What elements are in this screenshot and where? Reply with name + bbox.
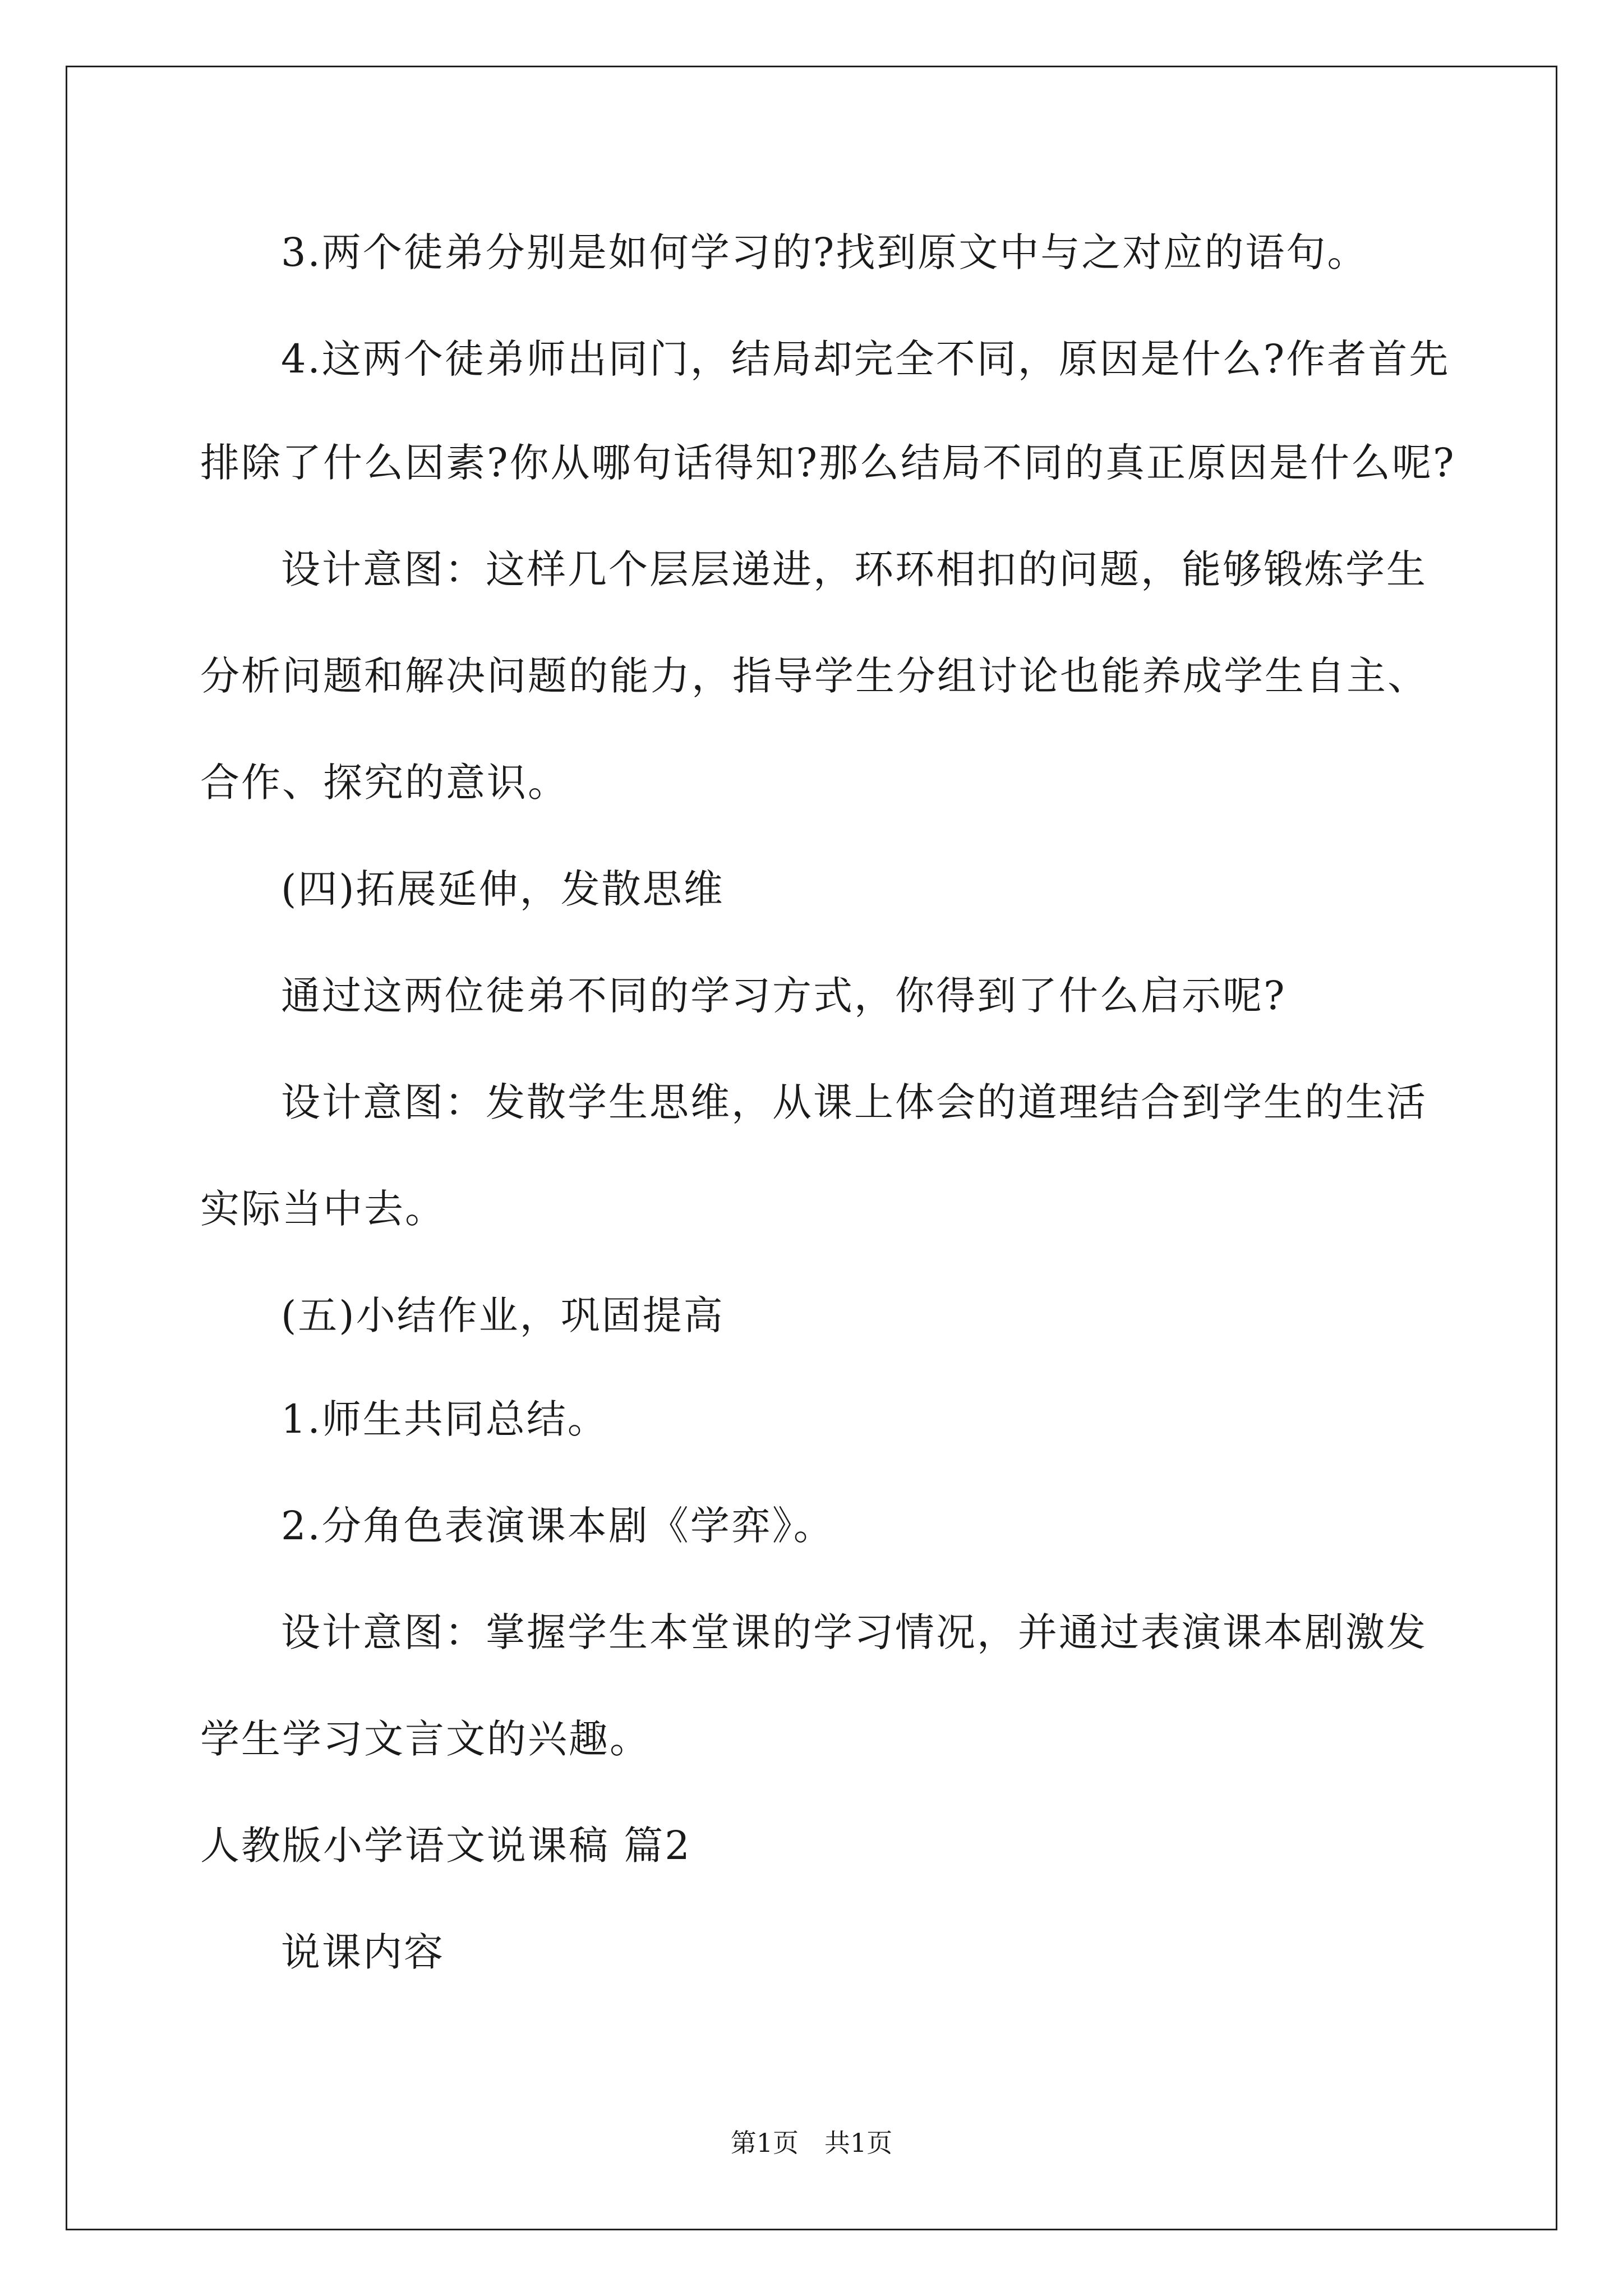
section-title: 人教版小学语文说课稿 篇2 <box>200 1823 691 1869</box>
text-line: 合作、探究的意识。 <box>200 760 569 806</box>
text-line: 3.两个徒弟分别是如何学习的?找到原文中与之对应的语句。 <box>281 229 1368 275</box>
section-heading: (五)小结作业，巩固提高 <box>281 1292 725 1338</box>
text-line: 设计意图：掌握学生本堂课的学习情况，并通过表演课本剧激发 <box>281 1609 1427 1655</box>
text-line: 说课内容 <box>281 1929 445 1975</box>
text-line: 实际当中去。 <box>200 1186 446 1232</box>
text-line: 2.分角色表演课本剧《学弈》。 <box>281 1503 834 1549</box>
text-line: 设计意图：这样几个层层递进，环环相扣的问题，能够锻炼学生 <box>281 546 1427 592</box>
text-line: 学生学习文言文的兴趣。 <box>200 1716 651 1762</box>
text-line: 1.师生共同总结。 <box>281 1396 608 1442</box>
text-line: 分析问题和解决问题的能力，指导学生分组讨论也能养成学生自主、 <box>200 653 1428 699</box>
page-number-footer: 第1页 共1页 <box>730 2128 893 2158</box>
text-line: 通过这两位徒弟不同的学习方式，你得到了什么启示呢? <box>281 973 1287 1019</box>
page-border <box>66 66 1557 2230</box>
text-line: 4.这两个徒弟师出同门，结局却完全不同，原因是什么?作者首先 <box>281 336 1450 382</box>
text-line: 排除了什么因素?你从哪句话得知?那么结局不同的真正原因是什么呢? <box>200 440 1456 486</box>
text-line: 设计意图：发散学生思维，从课上体会的道理结合到学生的生活 <box>281 1079 1427 1125</box>
section-heading: (四)拓展延伸，发散思维 <box>281 866 725 912</box>
